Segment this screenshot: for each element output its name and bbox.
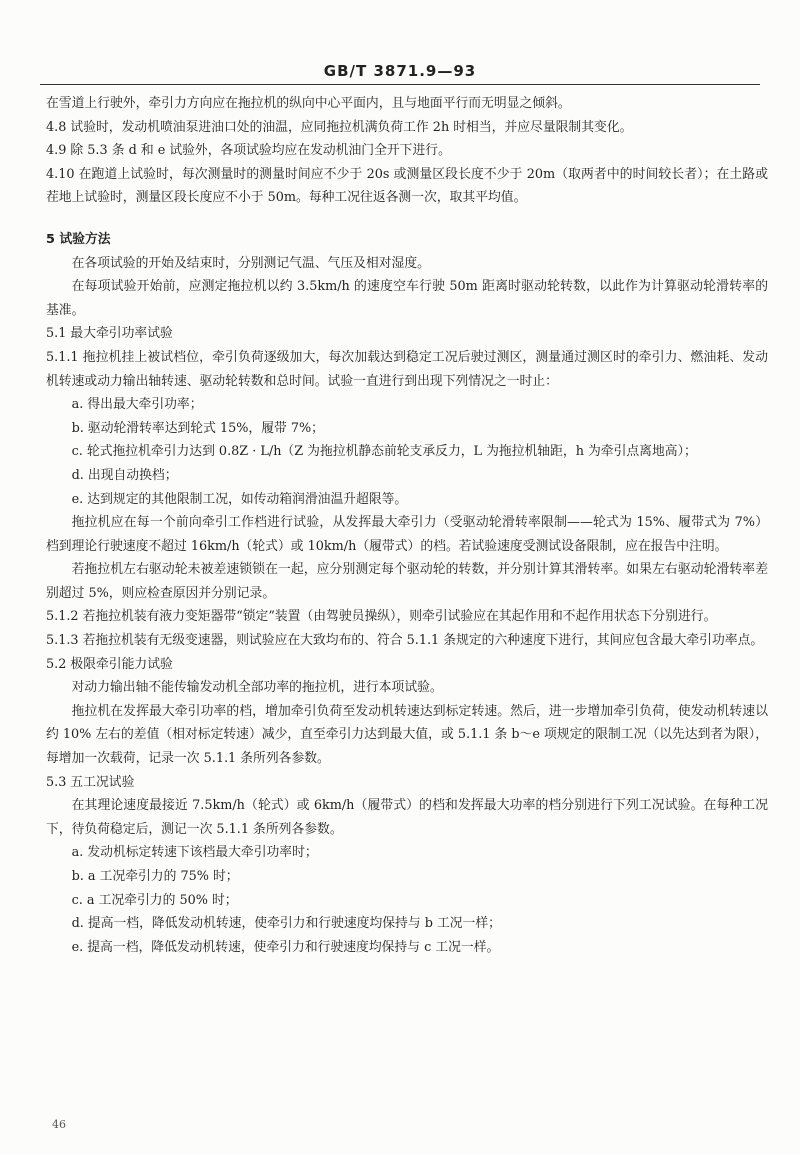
condition-item-c: c. a 工况牵引力的 50% 时； bbox=[71, 892, 238, 908]
clause-4-8: 4.8 试验时，发动机喷油泵进油口处的油温，应同拖拉机满负荷工作 2h 时相当，并应尽量限制其变化。 bbox=[46, 119, 633, 135]
clause-5-1-2: 5.1.2 若拖拉机装有液力变矩器带“锁定”装置（由驾驶员操纵），则牵引试验应在其起作用和不起作用状态下分别进行。 bbox=[46, 609, 717, 625]
clause-5-1-3: 5.1.3 若拖拉机装有无级变速器，则试验应在大致均布的、符合 5.1.1 条规定的六种速度下进行，其间应包含最大牵引功率点。 bbox=[46, 633, 764, 649]
clause-5-1-1: 5.1.1 拖拉机挂上被试档位，牵引负荷逐级加大，每次加载达到稳定工况后驶过测区，测量通过测区时的牵引力、燃油耗、发动机转速或动力输出轴转速、驱动轮转数和总时间。试验一直进行到出现下列情况之一时止： bbox=[46, 349, 768, 389]
standard-code-header: GB/T 3871.9—93 bbox=[323, 62, 477, 80]
paragraph-load-procedure: 拖拉机在发挥最大牵引功率的档，增加牵引负荷至发动机转速达到标定转速。然后，进一步增加牵引负荷，使发动机转速以约 10% 左右的差值（相对标定转速）减少，直至牵引力达到最大值，或 5.1.1 条 b～e 项规定的限制工况（以先达到者为限），每增加一次载荷，记录一次 5.1.1 条所列各参数。 bbox=[46, 703, 768, 767]
paragraph-gear-range: 拖拉机应在每一个前向牵引工作档进行试验，从发挥最大牵引力（受驱动轮滑转率限制——轮式为 15%、履带式为 7%）档到理论行驶速度不超过 16km/h（轮式）或 10km/h（履带式）的档。若试验速度受测试设备限制，应在报告中注明。 bbox=[46, 515, 768, 554]
paragraph-continuation: 在雪道上行驶外，牵引力方向应在拖拉机的纵向中心平面内，且与地面平行而无明显之倾斜。 bbox=[46, 96, 571, 111]
clause-4-9: 4.9 除 5.3 条 d 和 e 试验外，各项试验均应在发动机油门全开下进行。 bbox=[46, 143, 451, 159]
header-rule bbox=[40, 84, 760, 85]
paragraph-five-conditions: 在其理论速度最接近 7.5km/h（轮式）或 6km/h（履带式）的档和发挥最大功率的档分别进行下列工况试验。在每种工况下，待负荷稳定后，测记一次 5.1.1 条所列各参数。 bbox=[46, 798, 768, 837]
condition-item-a: a. 发动机标定转速下该档最大牵引功率时； bbox=[71, 845, 318, 861]
paragraph-differential: 若拖拉机左右驱动轮未被差速锁锁在一起，应分别测定每个驱动轮的转数，并分别计算其滑转率。如果左右驱动轮滑转率差别超过 5%，则应检查原因并分别记录。 bbox=[46, 562, 768, 601]
document-body bbox=[46, 92, 768, 959]
section-5-heading: 5 试验方法 bbox=[46, 231, 111, 247]
condition-item-e: e. 提高一档，降低发动机转速，使牵引力和行驶速度均保持与 c 工况一样。 bbox=[71, 939, 500, 955]
condition-item-b: b. a 工况牵引力的 75% 时； bbox=[71, 869, 239, 884]
list-item-e: e. 达到规定的其他限制工况，如传动箱润滑油温升超限等。 bbox=[71, 491, 408, 507]
list-item-a: a. 得出最大牵引功率； bbox=[71, 397, 203, 413]
paragraph-pto-limit: 对动力输出轴不能传输发动机全部功率的拖拉机，进行本项试验。 bbox=[71, 680, 443, 696]
condition-item-d: d. 提高一档，降低发动机转速，使牵引力和行驶速度均保持与 b 工况一样； bbox=[71, 916, 501, 932]
list-item-d: d. 出现自动换档； bbox=[71, 467, 178, 483]
paragraph-baseline: 在每项试验开始前，应测定拖拉机以约 3.5km/h 的速度空车行驶 50m 距离时驱动轮转数，以此作为计算驱动轮滑转率的基准。 bbox=[46, 279, 768, 318]
clause-4-10: 4.10 在跑道上试验时，每次测量时的测量时间应不少于 20s 或测量区段长度不少于 20m（取两者中的时间较长者）；在土路或茬地上试验时，测量区段长度应不小于 50m。每种工况往返各测一次，取其平均值。 bbox=[46, 166, 768, 206]
paragraph-weather: 在各项试验的开始及结束时，分别测记气温、气压及相对湿度。 bbox=[71, 255, 430, 271]
section-5-1-heading: 5.1 最大牵引功率试验 bbox=[46, 326, 173, 342]
section-5-3-heading: 5.3 五工况试验 bbox=[46, 774, 135, 790]
page-number: 46 bbox=[52, 1118, 66, 1131]
section-5-2-heading: 5.2 极限牵引能力试验 bbox=[46, 656, 173, 672]
list-item-b: b. 驱动轮滑转率达到轮式 15%，履带 7%； bbox=[71, 420, 324, 436]
list-item-c: c. 轮式拖拉机牵引力达到 0.8Z · L/h（Z 为拖拉机静态前轮支承反力，L 为拖拉机轴距，h 为牵引点离地高）； bbox=[71, 444, 697, 460]
